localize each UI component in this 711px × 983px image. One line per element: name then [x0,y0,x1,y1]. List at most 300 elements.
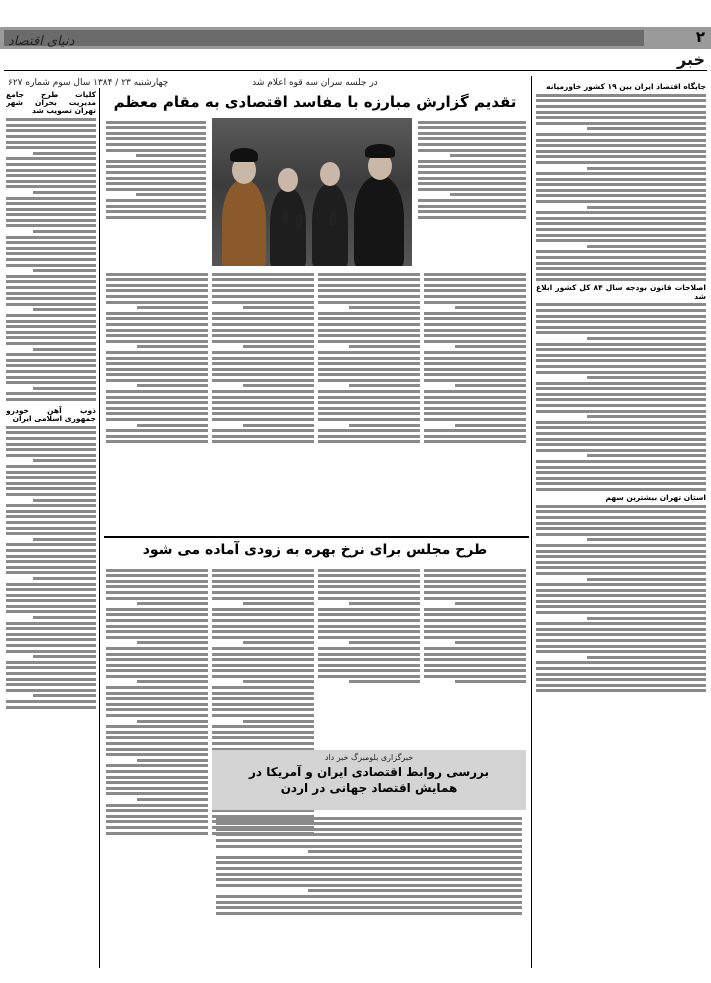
text-line [212,725,314,728]
text-line [424,329,526,332]
text-line [6,197,96,200]
text-line [536,421,706,424]
text-line [536,331,706,334]
text-line [536,645,706,648]
text-line [424,334,526,337]
right-column [536,80,706,968]
text-line [216,912,522,915]
text-line [6,443,96,446]
box-headline-line1: بررسی روابط اقتصادی ایران و آمریکا در [248,765,490,779]
text-line [418,149,526,152]
text-line [106,165,206,168]
right-story3-body [536,505,706,693]
text-line [212,653,314,656]
text-line [318,613,420,616]
text-line [424,289,526,292]
text-line [424,440,526,443]
text-line [243,345,314,348]
text-line [212,435,314,438]
text-line [536,99,706,102]
text-line [318,278,420,281]
text-line [424,317,526,320]
text-line [212,669,314,672]
text-line [212,708,314,711]
text-line [418,177,526,180]
face-midleft [278,168,298,192]
text-line [212,569,314,572]
text-line [216,878,522,881]
text-line [106,664,208,667]
text-line [587,454,706,457]
person-right [354,176,404,266]
microphone [282,210,288,224]
text-line [418,182,526,185]
text-line [33,348,96,351]
text-line [212,429,314,432]
text-line [318,312,420,315]
text-line [536,566,706,569]
text-line [136,154,206,157]
text-line [106,647,208,650]
text-line [318,334,420,337]
text-line [6,487,96,490]
text-line [6,157,96,160]
right-story2-body [536,303,706,491]
text-line [216,828,522,831]
text-line [536,105,706,108]
text-line [318,401,420,404]
text-line [318,289,420,292]
text-line [318,653,420,656]
text-line [536,673,706,676]
text-line [536,667,706,670]
text-line [216,873,522,876]
text-line [106,205,206,208]
text-line [212,591,314,594]
text-line [536,684,706,687]
left-story2-body [6,426,96,709]
text-line [536,410,706,413]
text-line [536,315,706,318]
text-line [6,224,96,227]
text-line [212,686,314,689]
text-line [536,628,706,631]
text-line [424,418,526,421]
text-line [106,160,206,163]
text-line [212,597,314,600]
text-line [6,258,96,261]
text-line [308,889,522,892]
text-line [137,759,208,762]
text-line [216,895,522,898]
text-line [6,678,96,681]
text-line [6,627,96,630]
text-line [106,619,208,622]
text-line [424,574,526,577]
text-line [418,188,526,191]
text-line [212,396,314,399]
text-line [6,297,96,300]
text-line [106,809,208,812]
text-line [418,126,526,129]
text-line [106,373,208,376]
text-line [536,262,706,265]
text-line [6,622,96,625]
text-line [536,150,706,153]
text-line [6,583,96,586]
text-line [536,228,706,231]
text-line [6,504,96,507]
text-line [318,295,420,298]
text-line [212,418,314,421]
text-line [6,325,96,328]
text-line [106,323,208,326]
text-line [33,616,96,619]
text-line [6,666,96,669]
text-line [587,656,706,659]
text-line [418,137,526,140]
text-line [106,210,206,213]
text-line [212,613,314,616]
text-line [106,312,208,315]
text-line [424,379,526,382]
text-line [6,275,96,278]
text-line [418,121,526,124]
text-line [106,736,208,739]
text-line [424,368,526,371]
text-line [6,706,96,709]
text-line [418,171,526,174]
text-line [6,359,96,362]
text-line [6,331,96,334]
text-line [536,516,706,519]
text-line [424,312,526,315]
text-line [212,273,314,276]
text-line [318,664,420,667]
text-line [6,286,96,289]
text-line [6,532,96,535]
text-line [212,390,314,393]
text-line [106,407,208,410]
text-line [212,295,314,298]
text-line [6,560,96,563]
section-label: خبر [676,50,705,69]
text-line [6,185,96,188]
text-line [6,638,96,641]
text-line [243,384,314,387]
text-line [6,527,96,530]
text-line [536,555,706,558]
text-line [106,714,208,717]
text-line [6,683,96,686]
text-line [6,381,96,384]
text-line [424,373,526,376]
text-line [318,323,420,326]
second-body-col4 [106,566,208,966]
text-line [6,219,96,222]
text-line [106,686,208,689]
text-line [536,583,706,586]
text-line [106,396,208,399]
text-line [6,610,96,613]
text-line [6,370,96,373]
text-line [536,510,706,513]
text-line [424,284,526,287]
text-line [136,193,206,196]
lead-photo [212,118,412,266]
text-line [6,471,96,474]
text-line [318,390,420,393]
text-line [455,384,526,387]
text-line [106,418,208,421]
text-line [106,658,208,661]
text-line [424,278,526,281]
text-line [106,792,208,795]
text-line [6,566,96,569]
text-line [318,429,420,432]
text-line [6,247,96,250]
text-line [106,334,208,337]
text-line [424,664,526,667]
turban-right [365,144,395,158]
box-body [216,814,522,964]
text-line [6,605,96,608]
text-line [6,342,96,345]
text-line [6,672,96,675]
text-line [33,269,96,272]
text-line [106,703,208,706]
text-line [106,574,208,577]
text-line [106,390,208,393]
text-line [318,625,420,628]
text-line [455,680,526,683]
text-line [106,340,208,343]
text-line [6,482,96,485]
text-line [536,460,706,463]
microphone [296,214,302,228]
text-line [212,731,314,734]
text-line [536,661,706,664]
text-line [212,625,314,628]
text-line [536,488,706,491]
text-line [212,580,314,583]
text-line [6,320,96,323]
text-line [424,585,526,588]
text-line [212,636,314,639]
text-line [212,630,314,633]
text-line [6,314,96,317]
text-line [106,216,206,219]
text-line [424,351,526,354]
text-line [536,550,706,553]
text-line [243,306,314,309]
text-line [6,252,96,255]
text-line [212,317,314,320]
text-line [33,191,96,194]
lead-bottom-rule [104,536,529,538]
text-line [212,379,314,382]
left-story1-body [6,118,96,401]
text-line [33,230,96,233]
text-line [536,398,706,401]
text-line [6,571,96,574]
text-line [418,165,526,168]
text-line [424,390,526,393]
text-line [106,781,208,784]
text-line [106,725,208,728]
text-line [212,619,314,622]
text-line [318,591,420,594]
text-line [536,600,706,603]
text-line [318,396,420,399]
text-line [137,306,208,309]
text-line [6,208,96,211]
text-line [536,122,706,125]
text-line [137,384,208,387]
text-line [536,527,706,530]
right-story3-title: استان تهران بیشترین سهم [605,492,706,502]
text-line [33,577,96,580]
text-line [212,373,314,376]
text-line [137,798,208,801]
text-line [536,183,706,186]
text-line [6,431,96,434]
text-line [318,580,420,583]
text-line [424,362,526,365]
text-line [536,505,706,508]
text-line [455,345,526,348]
text-line [137,602,208,605]
text-line [536,348,706,351]
text-line [106,815,208,818]
text-line [212,714,314,717]
text-line [6,292,96,295]
text-line [536,589,706,592]
text-line [243,720,314,723]
text-line [536,471,706,474]
left-column [6,88,96,968]
text-line [216,817,522,820]
box-headline-line2: همایش اقتصاد جهانی در اردن [280,781,458,795]
text-line [536,633,706,636]
text-line [106,580,208,583]
text-line [536,482,706,485]
text-line [587,337,706,340]
text-line [106,273,208,276]
text-line [308,850,522,853]
text-line [349,680,420,683]
text-line [33,308,96,311]
text-line [6,689,96,692]
text-line [536,189,706,192]
text-line [450,154,526,157]
text-line [349,306,420,309]
text-line [536,650,706,653]
text-line [212,703,314,706]
text-line [536,371,706,374]
text-line [106,199,206,202]
text-line [536,178,706,181]
text-line [587,415,706,418]
text-line [6,588,96,591]
text-line [33,538,96,541]
text-line [6,180,96,183]
text-line [6,264,96,267]
text-line [6,376,96,379]
text-line [212,334,314,337]
text-line [212,407,314,410]
text-line [212,289,314,292]
text-line [536,678,706,681]
text-line [318,608,420,611]
text-line [106,317,208,320]
text-line [424,597,526,600]
text-line [318,412,420,415]
text-line [536,365,706,368]
text-line [349,602,420,605]
text-line [536,194,706,197]
text-line [536,278,706,281]
text-line [6,594,96,597]
text-line [536,144,706,147]
text-line [6,633,96,636]
text-line [6,543,96,546]
text-line [106,832,208,835]
text-line [106,787,208,790]
turban-left [230,148,258,162]
text-line [106,630,208,633]
lead-kicker: در جلسه سران سه قوه اعلام شد [252,78,378,88]
text-line [6,644,96,647]
text-line [106,697,208,700]
text-line [536,426,706,429]
text-line [106,301,208,304]
text-line [6,493,96,496]
text-line [106,613,208,616]
text-line [587,538,706,541]
text-line [318,658,420,661]
text-line [536,382,706,385]
text-line [106,669,208,672]
text-line [106,770,208,773]
text-line [536,354,706,357]
text-line [424,429,526,432]
text-line [6,202,96,205]
text-line [318,340,420,343]
text-line [418,216,526,219]
text-line [318,301,420,304]
text-line [318,418,420,421]
text-line [106,295,208,298]
box-kicker: خبرگزاری بلومبرگ خبر داد [324,753,414,762]
text-line [212,351,314,354]
text-line [106,591,208,594]
text-line [33,499,96,502]
text-line [106,368,208,371]
text-line [536,477,706,480]
text-line [106,569,208,572]
text-line [536,561,706,564]
text-line [106,284,208,287]
text-line [318,373,420,376]
text-line [418,160,526,163]
text-line [6,515,96,518]
text-line [33,459,96,462]
text-line [106,182,206,185]
text-line [216,845,522,848]
header-rule [4,70,707,71]
text-line [536,466,706,469]
